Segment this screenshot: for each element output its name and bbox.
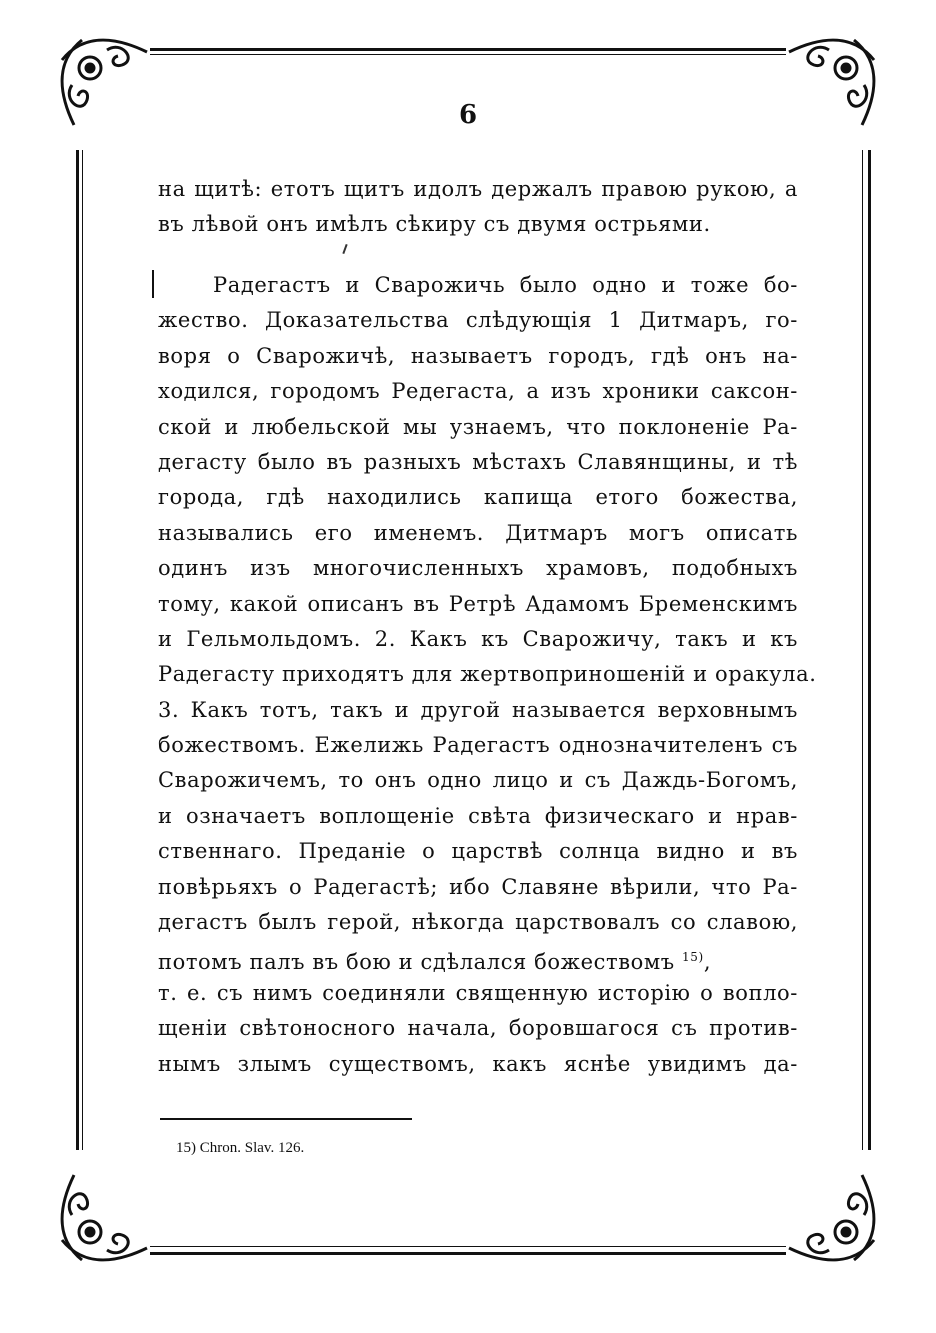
text-line: дегастъ былъ герой, нѣкогда царствовалъ со славою, (158, 910, 798, 935)
text-line: Радегастъ и Сварожичь было одно и тоже бо- (213, 273, 798, 297)
frame-bottom-line-inner (150, 1246, 786, 1247)
frame-top-line (150, 48, 786, 51)
text-line: повѣрьяхъ о Радегастѣ; ибо Славяне вѣрили, что Ра- (158, 874, 798, 899)
paragraph-marker (152, 270, 154, 298)
text-line: назывались его именемъ. Дитмаръ могъ описать (158, 520, 798, 545)
text-line: дегасту было въ разныхъ мѣстахъ Славянщины, и тѣ (158, 449, 798, 474)
frame-left-line (76, 150, 79, 1150)
punctuation: , (703, 950, 712, 975)
text-line: города, гдѣ находились капища етого божества, (158, 485, 798, 510)
text-line: 3. Какъ тотъ, такъ и другой называется верховнымъ (158, 697, 798, 722)
paragraph-2 (158, 268, 817, 1082)
text-line: щеніи свѣтоносного начала, боровшагося съ против- (158, 1016, 798, 1041)
frame-bottom-line (150, 1252, 786, 1255)
text-line: тому, какой описанъ въ Ретрѣ Адамомъ Бременскимъ (158, 591, 798, 616)
text-line: Сварожичемъ, то онъ одно лицо и съ Даждь-Богомъ, (158, 768, 798, 793)
text-line: и означаетъ воплощеніе свѣта физическаго и нрав- (158, 803, 798, 828)
text-line: нымъ злымъ существомъ, какъ яснѣе увидимъ да- (158, 1051, 798, 1076)
frame-top-line-inner (150, 54, 786, 55)
text-line: ской и любельской мы узнаемъ, что поклоненіе Ра- (158, 414, 798, 439)
frame-left-line-inner (82, 150, 83, 1150)
text-line: Радегасту приходятъ для жертвоприношеній и оракула. (158, 662, 817, 687)
stray-mark (342, 244, 347, 254)
text-line: т. е. съ нимъ соединяли священную исторію о вопло- (158, 980, 798, 1005)
text-line-with-footnote (158, 940, 798, 975)
paragraph-1 (158, 172, 798, 243)
text-segment: потомъ палъ въ бою и сдѣлался божествомъ (158, 950, 675, 975)
footnote-rule (160, 1118, 412, 1120)
text-line: воря о Сварожичѣ, называетъ городъ, гдѣ онъ на- (158, 343, 798, 368)
text-line: ходился, городомъ Редегаста, а изъ хроники саксон- (158, 379, 798, 404)
text-line: на щитѣ: етотъ щитъ идолъ держалъ правою рукою, а (158, 177, 798, 201)
footnote-reference: 15) (682, 950, 704, 965)
text-line: жество. Доказательства слѣдующія 1 Дитмаръ, го- (158, 308, 798, 333)
frame-right-line-inner (862, 150, 863, 1150)
frame-right-line (868, 150, 871, 1150)
corner-ornament-bottom-right (774, 1160, 884, 1270)
text-line: ственнаго. Преданіе о царствѣ солнца видно и въ (158, 839, 798, 864)
text-line: въ лѣвой онъ имѣлъ сѣкиру съ двумя острьями. (158, 212, 711, 237)
text-line: и Гельмольдомъ. 2. Какъ къ Сварожичу, такъ и къ (158, 626, 798, 651)
text-line: божествомъ. Ежелижь Радегастъ однозначителенъ съ (158, 733, 798, 758)
footnote: 15) Chron. Slav. 126. (176, 1140, 305, 1156)
corner-ornament-bottom-left (52, 1160, 162, 1270)
text-line: одинъ изъ многочисленныхъ храмовъ, подобныхъ (158, 556, 798, 581)
page-number: 6 (458, 100, 478, 130)
